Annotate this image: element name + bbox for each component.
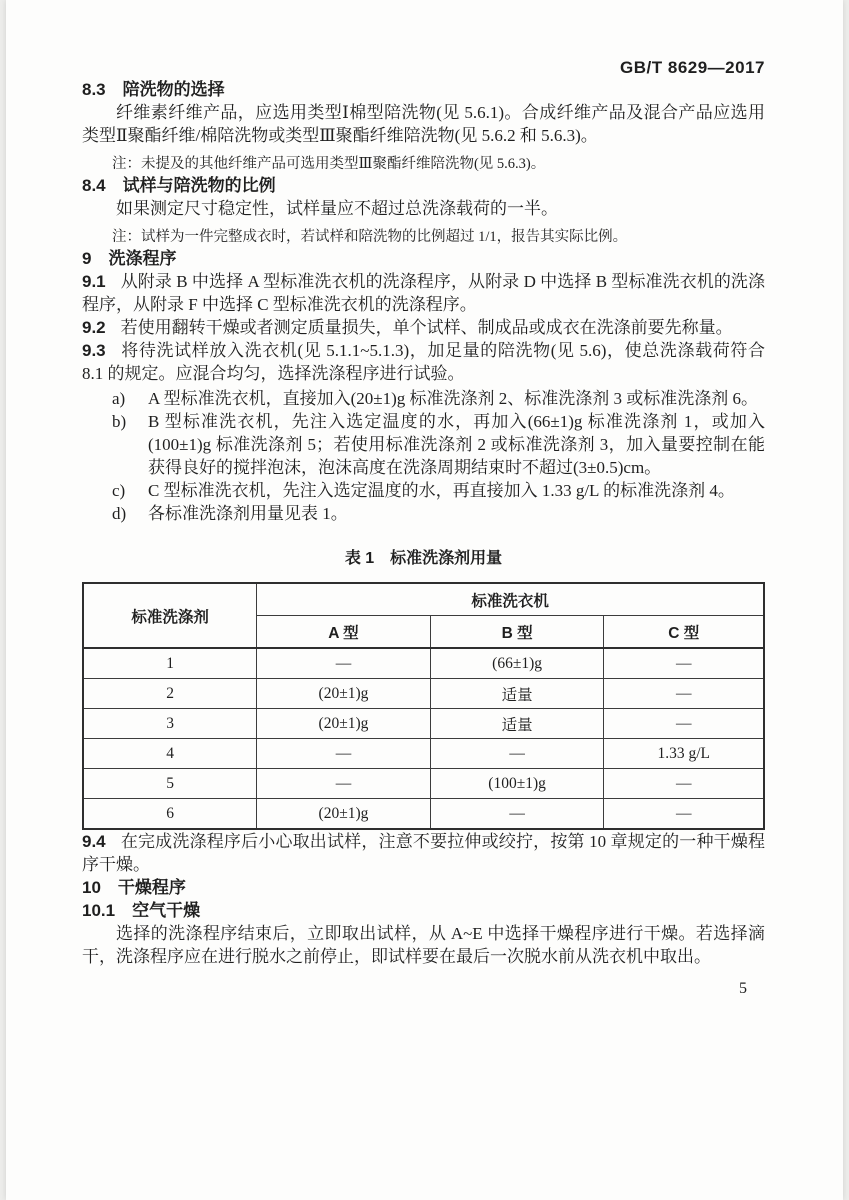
section-8-3-note: 注：未提及的其他纤维产品可选用类型Ⅲ聚酯纤维陪洗物(见 5.6.3)。 bbox=[112, 156, 546, 172]
table-cell: — bbox=[430, 739, 604, 769]
section-10-1-heading bbox=[82, 899, 765, 922]
list-item-text: 各标准洗涤剂用量见表 1。 bbox=[148, 504, 348, 523]
clause-9-3 bbox=[82, 339, 765, 385]
clause-9-2 bbox=[82, 316, 765, 339]
table-cell: 1 bbox=[83, 648, 257, 679]
section-10-heading bbox=[82, 876, 765, 899]
table-cell: — bbox=[604, 769, 764, 799]
section-title-text: 试样与陪洗物的比例 bbox=[122, 176, 276, 195]
table-cell: 适量 bbox=[430, 709, 604, 739]
table-header-type-b: B 型 bbox=[430, 616, 604, 649]
table-cell: (20±1)g bbox=[257, 799, 431, 830]
list-item-label: d) bbox=[112, 504, 127, 523]
section-title-text: 干燥程序 bbox=[117, 878, 186, 897]
table-header-machine-group: 标准洗衣机 bbox=[257, 583, 764, 616]
table-cell: (20±1)g bbox=[257, 679, 431, 709]
table-header-type-a: A 型 bbox=[257, 616, 431, 649]
table-cell: 适量 bbox=[430, 679, 604, 709]
table-cell: 3 bbox=[83, 709, 257, 739]
clause-9-1 bbox=[82, 270, 765, 316]
table-header-type-c: C 型 bbox=[604, 616, 764, 649]
table-cell: 6 bbox=[83, 799, 257, 830]
section-10-1-paragraph: 选择的洗涤程序结束后，立即取出试样，从 A~E 中选择干燥程序进行干燥。若选择滴干，洗涤程序应在进行脱水之前停止，即试样要在最后一次脱水前从洗衣机中取出。 bbox=[82, 924, 765, 966]
list-item-a bbox=[112, 387, 765, 410]
clause-number: 9.2 bbox=[82, 318, 106, 337]
clause-number: 9.1 bbox=[82, 272, 106, 291]
section-title-text: 洗涤程序 bbox=[108, 249, 177, 268]
list-item-d bbox=[112, 502, 765, 525]
lettered-list bbox=[112, 387, 765, 525]
list-item-b bbox=[112, 410, 765, 479]
list-item-label: a) bbox=[112, 389, 126, 408]
table-row bbox=[83, 679, 764, 709]
table-cell: — bbox=[257, 739, 431, 769]
list-item-text: A 型标准洗衣机，直接加入(20±1)g 标准洗涤剂 2、标准洗涤剂 3 或标准洗涤剂 6。 bbox=[148, 389, 758, 408]
page-number: 5 bbox=[739, 980, 747, 997]
table-cell: 5 bbox=[83, 769, 257, 799]
document-code: GB/T 8629—2017 bbox=[620, 58, 765, 77]
table-cell: 4 bbox=[83, 739, 257, 769]
section-number: 8.4 bbox=[82, 176, 106, 195]
table-cell: (100±1)g bbox=[430, 769, 604, 799]
table-1-standard-detergent-dosage bbox=[82, 582, 765, 830]
list-item-label: b) bbox=[112, 412, 127, 431]
table-cell: — bbox=[257, 769, 431, 799]
section-8-3-heading bbox=[82, 78, 765, 101]
table-cell: (66±1)g bbox=[430, 648, 604, 679]
section-number: 9 bbox=[82, 249, 92, 268]
section-8-4-heading bbox=[82, 174, 765, 197]
clause-number: 9.4 bbox=[82, 832, 106, 851]
section-8-3-paragraph: 纤维素纤维产品，应选用类型Ⅰ棉型陪洗物(见 5.6.1)。合成纤维产品及混合产品应选用类型Ⅱ聚酯纤维/棉陪洗物或类型Ⅲ聚酯纤维陪洗物(见 5.6.2 和 5.6.3)。 bbox=[82, 103, 765, 145]
table-row bbox=[83, 709, 764, 739]
section-8-4-note: 注：试样为一件完整成衣时，若试样和陪洗物的比例超过 1/1，报告其实际比例。 bbox=[112, 229, 628, 245]
section-8-4-paragraph: 如果测定尺寸稳定性，试样量应不超过总洗涤载荷的一半。 bbox=[116, 199, 558, 218]
table-cell: (20±1)g bbox=[257, 709, 431, 739]
table-row bbox=[83, 799, 764, 830]
clause-text: 若使用翻转干燥或者测定质量损失，单个试样、制成品或成衣在洗涤前要先称量。 bbox=[120, 318, 733, 337]
table-1-caption: 表 1 标准洗涤剂用量 bbox=[344, 550, 503, 567]
clause-text: 从附录 B 中选择 A 型标准洗衣机的洗涤程序，从附录 D 中选择 B 型标准洗衣机的洗涤程序，从附录 F 中选择 C 型标准洗衣机的洗涤程序。 bbox=[82, 272, 765, 314]
section-number: 8.3 bbox=[82, 80, 106, 99]
clause-9-4 bbox=[82, 830, 765, 876]
table-cell: — bbox=[604, 799, 764, 830]
table-cell: — bbox=[604, 709, 764, 739]
scanned-document-page bbox=[6, 0, 843, 1200]
table-header-row-group bbox=[83, 583, 764, 616]
table-row bbox=[83, 648, 764, 679]
section-title-text: 空气干燥 bbox=[132, 901, 201, 920]
list-item-text: C 型标准洗衣机，先注入选定温度的水，再直接加入 1.33 g/L 的标准洗涤剂 4。 bbox=[148, 481, 735, 500]
table-cell: — bbox=[604, 648, 764, 679]
section-number: 10.1 bbox=[82, 901, 116, 920]
table-row bbox=[83, 769, 764, 799]
section-9-heading bbox=[82, 247, 765, 270]
clause-text: 在完成洗涤程序后小心取出试样，注意不要拉伸或绞拧，按第 10 章规定的一种干燥程序干燥。 bbox=[82, 832, 765, 874]
table-cell: 1.33 g/L bbox=[604, 739, 764, 769]
table-cell: — bbox=[257, 648, 431, 679]
section-number: 10 bbox=[82, 878, 101, 897]
table-cell: — bbox=[604, 679, 764, 709]
table-row bbox=[83, 739, 764, 769]
list-item-c bbox=[112, 479, 765, 502]
clause-text: 将待洗试样放入洗衣机(见 5.1.1~5.1.3)，加足量的陪洗物(见 5.6)，使总洗涤载荷符合 8.1 的规定。应混合均匀，选择洗涤程序进行试验。 bbox=[82, 341, 765, 383]
table-cell: 2 bbox=[83, 679, 257, 709]
list-item-label: c) bbox=[112, 481, 126, 500]
list-item-text: B 型标准洗衣机，先注入选定温度的水，再加入(66±1)g 标准洗涤剂 1，或加入(100±1)g 标准洗涤剂 5；若使用标准洗涤剂 2 或标准洗涤剂 3，加入量要控制在能获得良好的搅拌泡沫，泡沫高度在洗涤周期结束时不超过(3±0.5)cm。 bbox=[148, 412, 765, 477]
table-cell: — bbox=[430, 799, 604, 830]
table-header-detergent: 标准洗涤剂 bbox=[83, 583, 257, 648]
clause-number: 9.3 bbox=[82, 341, 106, 360]
section-title-text: 陪洗物的选择 bbox=[122, 80, 225, 99]
